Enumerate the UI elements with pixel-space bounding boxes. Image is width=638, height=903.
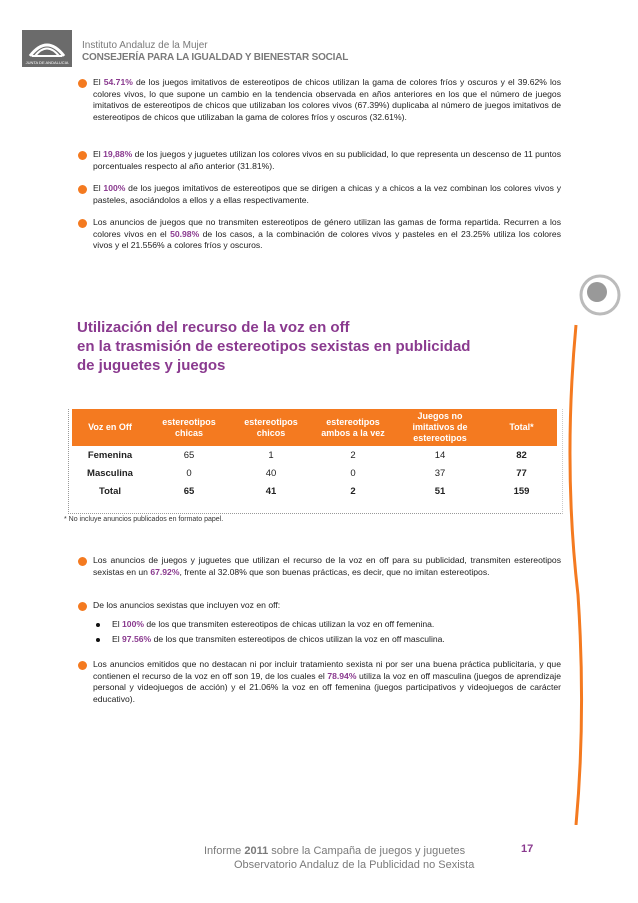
- table-cell-total: 82: [516, 449, 527, 461]
- col-header: Juegos no imitativos de estereotipos: [394, 409, 486, 446]
- bullet-icon: [78, 79, 87, 88]
- bullet-icon: [78, 151, 87, 160]
- page-number: 17: [521, 843, 534, 855]
- table-cell: 40: [265, 467, 277, 479]
- bullet-icon: [78, 185, 87, 194]
- voice-over-table: [72, 409, 557, 500]
- bullet-icon: [78, 219, 87, 228]
- sub-bullet-2: El 97.56% de los que transmiten estereotipos de chicos utilizan la voz en off masculina.: [96, 634, 445, 646]
- row-label: Masculina: [87, 467, 133, 479]
- col-header: Total*: [486, 409, 557, 446]
- header-institute: Instituto Andaluz de la Mujer: [82, 40, 208, 51]
- sub-bullet-1: El 100% de los que transmiten estereotipos de chicas utilizan la voz en off femenina.: [96, 619, 434, 631]
- row-label: Femenina: [87, 449, 133, 461]
- table-cell: 0: [186, 467, 192, 479]
- bullet-dot-icon: [96, 623, 100, 627]
- row-label: Total: [99, 485, 121, 497]
- table-cell: 0: [350, 467, 356, 479]
- bullet-icon: [78, 557, 87, 566]
- bullet-icon: [78, 661, 87, 670]
- table-cell-total: 77: [516, 467, 527, 479]
- table-cell: 41: [265, 485, 277, 497]
- footer-report-title: Informe 2011 sobre la Campaña de juegos y juguetes: [204, 845, 466, 857]
- table-cell: 2: [350, 485, 356, 497]
- table-cell-total: 159: [513, 485, 530, 497]
- footer-observatory: Observatorio Andaluz de la Publicidad no Sexista: [234, 859, 475, 871]
- paragraph-1: El 54.71% de los juegos imitativos de estereotipos de chicos utilizan la gama de colores fríos y oscuros y el 39.62% los colores vivos, lo que supone un cambio en la tendencia observada en años anteriores en los que el número de juegos imitativos de estereotipos de chicos que utilizaban los colores vivos (67.39%) duplicaba al número de juegos imitativos de estereotipos de chicos que utilizaban la gama de colores fríos y oscuros (32.61%).: [93, 77, 561, 122]
- col-header: estereotipos chicas: [148, 409, 230, 446]
- table-cell: 37: [434, 467, 446, 479]
- paragraph-5: Los anuncios de juegos y juguetes que utilizan el recurso de la voz en off para su publicidad, transmiten estereotipos sexistas en un 67.92%, frente al 32.08% que son buenas prácticas, es decir, que no imitan estereotipos.: [93, 555, 561, 577]
- bullet-dot-icon: [96, 638, 100, 642]
- paragraph-2: El 19,88% de los juegos y juguetes utilizan los colores vivos en su publicidad, lo que representa un descenso de 11 puntos porcentuales respecto al año anterior (31.81%).: [93, 149, 561, 171]
- decorative-circle-icon: [568, 265, 638, 825]
- paragraph-6: De los anuncios sexistas que incluyen voz en off:: [93, 600, 281, 610]
- bullet-icon: [78, 602, 87, 611]
- table-header-row: [72, 409, 557, 446]
- table-row: [72, 446, 557, 464]
- col-header: Voz en Off: [72, 409, 148, 446]
- paragraph-4: Los anuncios de juegos que no transmiten estereotipos de género utilizan las gamas de forma repartida. Recurren a los colores vivos en el 50.98% de los casos, a la combinación de colores vivos y pasteles en el 23.25% utiliza los colores vivos y el 21.556% a colores fríos y oscuros.: [93, 217, 561, 251]
- table-cell: 1: [268, 449, 274, 461]
- header-ministry: CONSEJERÍA PARA LA IGUALDAD Y BIENESTAR SOCIAL: [82, 52, 349, 63]
- table-footnote: * No incluye anuncios publicados en formato papel.: [64, 516, 224, 523]
- table-row: [72, 464, 557, 482]
- paragraph-7: Los anuncios emitidos que no destacan ni por incluir tratamiento sexista ni por ser una buena práctica publicitaria, y que contienen el recurso de la voz en off son 19, de los cuales el 78.94% utiliza la voz en off masculina (juegos de aprendizaje personal y videojuegos de acción) y el 21.06% la voz en off femenina (juegos participativos y videojuegos de carácter educativo).: [93, 659, 561, 704]
- col-header: estereotipos chicos: [230, 409, 312, 446]
- logo-caption: JUNTA DE ANDALUCIA: [25, 60, 69, 65]
- col-header: estereotipos ambos a la vez: [312, 409, 394, 446]
- table-cell: 14: [434, 449, 446, 461]
- section-title: Utilización del recurso de la voz en off en la trasmisión de estereotipos sexistas en publicidad de juguetes y juegos: [77, 319, 471, 374]
- table-row: [72, 482, 557, 500]
- paragraph-3: El 100% de los juegos imitativos de estereotipos que se dirigen a chicas y a chicos a la vez combinan los colores vivos y pasteles, asociándolos a ellos y a ellas respectivamente.: [93, 183, 561, 205]
- table-cell: 2: [350, 449, 356, 461]
- table-cell: 65: [183, 485, 195, 497]
- table-cell: 51: [434, 485, 446, 497]
- table-cell: 65: [183, 449, 195, 461]
